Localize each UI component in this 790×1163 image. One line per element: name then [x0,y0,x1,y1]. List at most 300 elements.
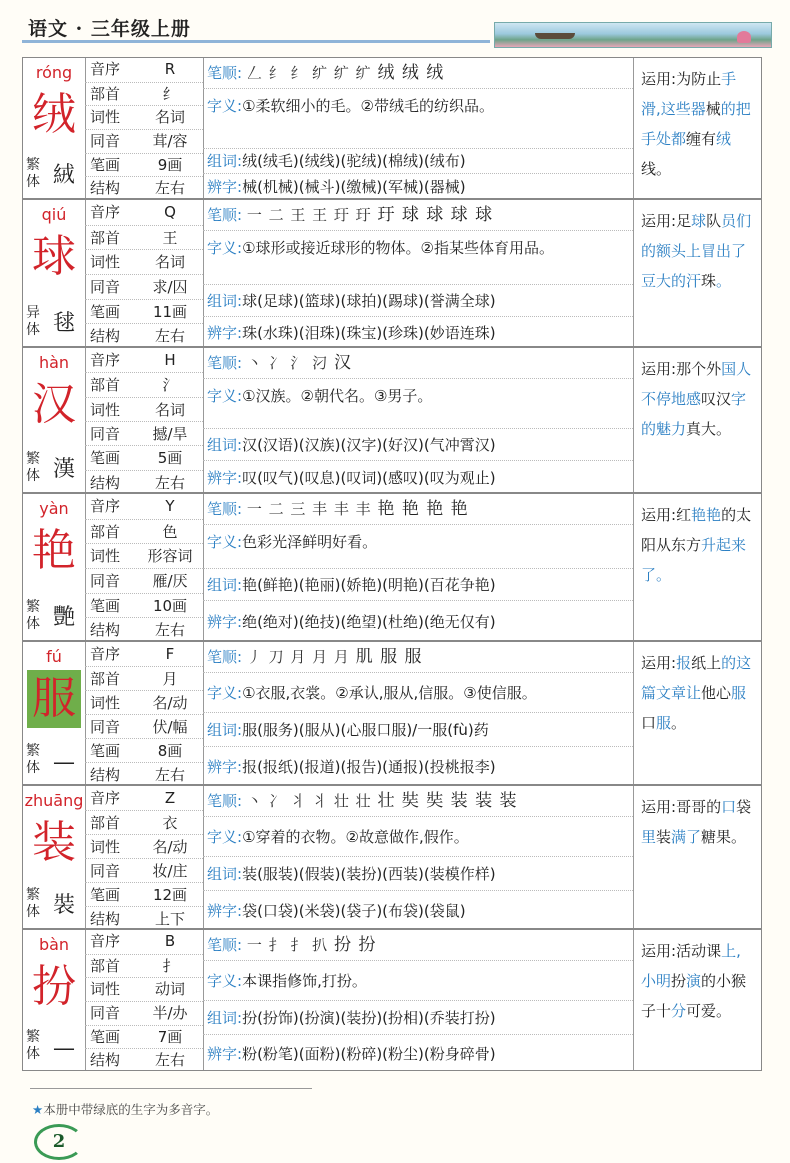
detail-column [203,200,634,346]
attribute-row [85,274,203,300]
stroke-sequence [247,936,377,954]
header-rule [22,40,490,43]
detail-column [203,348,634,492]
variant-label: 繁体 [26,451,40,484]
meaning-key: 字义: [207,684,243,702]
usage-text: 珠 [701,272,717,290]
stroke-final: 玗 球 球 球 球 [377,205,494,225]
attribute-value: 名/动 [152,694,188,712]
attribute-key: 音序 [90,789,121,807]
character-entry [22,929,762,1071]
header-landscape-image [494,22,772,48]
pinyin: bàn [38,935,70,954]
meaning-text: ①球形或接近球形的物体。②指某些体育用品。 [242,239,554,257]
stroke-order-row [203,930,633,960]
stroke-order-row [203,642,633,672]
attribute-row [85,494,203,519]
attribute-key: 结构 [90,473,121,492]
stroke-order-key: 笔顺: [207,936,243,954]
attribute-row [85,200,203,225]
meaning-text: ①柔软细小的毛。②带绒毛的纺织品。 [242,97,494,116]
attribute-value: 上下 [154,910,185,928]
words-text: 装(服装)(假装)(装扮)(西装)(装模作样) [242,865,496,883]
stroke-order-key: 笔顺: [207,792,243,810]
attribute-key: 词性 [90,838,121,856]
attribute-value: R [164,60,176,78]
attribute-key: 音序 [90,351,121,369]
usage-text: 活动课 [676,942,722,960]
attribute-row [85,810,203,835]
attribute-row [85,642,203,666]
usage-column [633,930,763,1070]
character-column [23,930,86,1070]
attribute-key: 笔画 [90,742,121,760]
attribute-row [85,714,203,739]
distinguish-key: 辨字: [207,613,243,631]
attribute-value: B [164,932,176,950]
meaning-text: ①衣服,衣裳。②承认,服从,信服。③使信服。 [242,684,537,702]
usage-text: 的太阳从东方 [641,506,752,554]
usage-text: 装 [656,828,672,846]
attribute-value: 7画 [157,1027,183,1046]
pinyin: fú [46,647,62,666]
attribute-row [85,617,203,643]
attribute-row [85,397,203,422]
character-column [23,642,86,784]
stroke-final: 肌 服 服 [355,647,423,667]
variant-label: 繁体 [26,887,40,920]
attribute-value: 名词 [154,400,185,419]
character-column [23,58,86,198]
words-row [203,568,633,600]
attribute-value: 王 [162,228,178,247]
character-entry [22,493,762,641]
words-key: 组词: [207,436,243,454]
attribute-value: 色 [162,522,178,541]
attribute-value: 5画 [157,449,183,468]
usage-key: 运用: [641,360,677,378]
variant-character: 艷 [52,605,75,630]
pinyin: róng [35,63,73,82]
attribute-value: Q [164,203,176,221]
distinguish-text: 粉(粉笔)(面粉)(粉碎)(粉尘)(粉身碎骨) [242,1045,496,1063]
meaning-text: 本课指修饰,打扮。 [242,972,367,990]
usage-text: 红 [676,506,692,524]
attribute-value: 求/囚 [152,278,188,296]
words-row [203,1000,633,1034]
attribute-column [85,58,204,198]
words-text: 扮(扮饰)(扮演)(装扮)(扮相)(乔装打扮) [242,1009,496,1027]
stroke-steps: 𠃋 纟 纟 纩 纩 纩 [246,64,372,82]
attribute-row [85,323,203,349]
attribute-key: 部首 [90,522,121,541]
distinguish-row [203,746,633,786]
distinguish-text: 珠(水珠)(泪珠)(珠宝)(珍珠)(妙语连珠) [242,324,496,342]
main-character: 服 [27,670,81,728]
attribute-value: 12画 [152,886,188,904]
attribute-key: 部首 [90,376,121,395]
attribute-value: 9画 [157,155,183,174]
attribute-value: 妆/庄 [152,862,188,880]
distinguish-text: 报(报纸)(报道)(报告)(通报)(投桃报李) [242,758,496,776]
attribute-key: 音序 [90,645,121,663]
stroke-order-key: 笔顺: [207,648,243,666]
variant-character: 絨 [52,163,75,188]
distinguish-row [203,316,633,348]
words-key: 组词: [207,576,243,594]
variant-character: — [53,750,75,775]
attribute-row [85,738,203,763]
distinguish-text: 械(机械)(械斗)(缴械)(军械)(器械) [242,178,466,197]
attribute-row [85,786,203,810]
usage-highlight: 演 [686,972,702,990]
attribute-key: 词性 [90,980,121,999]
distinguish-key: 辨字: [207,469,243,487]
variant-character: 漢 [52,457,75,482]
usage-text: 扮 [671,972,687,990]
words-row [203,856,633,890]
character-entry [22,199,762,347]
usage-column [633,58,763,198]
attribute-key: 词性 [90,108,121,127]
usage-highlight: 满了 [671,828,702,846]
usage-text: 口 [641,714,657,732]
attribute-key: 笔画 [90,886,121,904]
distinguish-text: 叹(叹气)(叹息)(叹词)(感叹)(叹为观止) [242,469,496,487]
usage-text: 械 [705,100,721,118]
meaning-key: 字义: [207,828,243,846]
stroke-order-row [203,494,633,524]
main-character: 绒 [32,89,76,140]
usage-column [633,200,763,346]
attribute-value: 左右 [154,179,185,198]
star-icon: ★ [32,1102,44,1117]
attribute-value: 名词 [154,253,185,272]
attribute-key: 部首 [90,670,121,688]
distinguish-key: 辨字: [207,1045,243,1063]
usage-key: 运用: [641,70,677,88]
usage-key: 运用: [641,942,677,960]
usage-key: 运用: [641,654,677,672]
page-number: 2 [34,1124,84,1160]
usage-highlight: 的这篇文章让 [641,654,752,702]
attribute-key: 音序 [90,932,121,950]
usage-highlight: 。 [716,272,732,290]
distinguish-key: 辨字: [207,902,243,920]
page-header [0,0,790,48]
usage-text: 纸上 [691,654,722,672]
footnote [32,1100,218,1118]
character-column [23,348,86,492]
attribute-value: 左右 [154,766,185,784]
attribute-value: 8画 [157,742,183,760]
usage-text: 队 [706,212,722,230]
attribute-key: 结构 [90,327,121,346]
attribute-key: 部首 [90,84,121,103]
attribute-row [85,470,203,495]
usage-highlight: 口 [721,798,737,816]
footnote-text: 本册中带绿底的生字为多音字。 [43,1102,219,1117]
variant-label: 繁体 [26,599,40,632]
pinyin: zhuāng [24,791,84,810]
attribute-value: F [165,645,175,663]
meaning-row [203,378,633,428]
stroke-final: 艳 艳 艳 艳 [377,499,469,519]
usage-highlight: 里 [641,828,657,846]
attribute-value: 左右 [154,621,185,640]
attribute-key: 笔画 [90,302,121,321]
detail-column [203,930,634,1070]
attribute-column [85,930,204,1070]
meaning-text: ①汉族。②朝代名。③男子。 [242,387,433,405]
usage-highlight: 员们的额头上冒出了豆大的汗 [641,212,752,290]
meaning-row [203,88,633,148]
pinyin: hàn [38,353,70,372]
main-character: 汉 [32,379,76,430]
usage-highlight: 服 [731,684,747,702]
usage-column [633,642,763,784]
words-row [203,148,633,174]
attribute-value: 伏/幅 [152,718,188,736]
attribute-key: 词性 [90,694,121,712]
words-text: 球(足球)(篮球)(球拍)(踢球)(誉满全球) [242,292,496,310]
attribute-key: 同音 [90,132,121,150]
usage-text: 那个外 [676,360,722,378]
attribute-row [85,762,203,787]
usage-highlight: 字的魅力 [641,390,747,438]
stroke-steps: 丿 刀 月 月 月 [246,648,350,666]
attribute-value: 茸/容 [152,132,188,150]
attribute-value: 形容词 [147,547,193,566]
attribute-key: 部首 [90,228,121,247]
attribute-key: 同音 [90,278,121,296]
boat-illustration [535,33,575,39]
stroke-final: 扮 扮 [333,935,377,955]
stroke-order-row [203,200,633,230]
attribute-value: 左右 [154,327,185,346]
usage-highlight: 绒 [716,130,732,148]
character-entry [22,57,762,199]
attribute-key: 笔画 [90,155,121,174]
words-key: 组词: [207,721,243,739]
meaning-key: 字义: [207,97,243,116]
meaning-text: ①穿着的衣物。②故意做作,假作。 [242,828,469,846]
attribute-key: 音序 [90,203,121,221]
attribute-row [85,348,203,372]
attribute-key: 笔画 [90,596,121,615]
character-column [23,494,86,640]
variant-character: 毬 [52,311,75,336]
words-key: 组词: [207,292,243,310]
usage-text: 为防止 [676,70,722,88]
attribute-key: 笔画 [90,1027,121,1046]
variant-label: 异体 [26,305,40,338]
meaning-key: 字义: [207,239,243,257]
distinguish-row [203,600,633,642]
character-column [23,200,86,346]
attribute-column [85,786,204,928]
usage-text: 袋 [736,798,752,816]
usage-key: 运用: [641,798,677,816]
usage-text: 缠有 [686,130,717,148]
stroke-order-row [203,348,633,378]
usage-highlight: 报 [676,654,692,672]
attribute-row [85,858,203,883]
words-row [203,712,633,746]
attribute-row [85,176,203,201]
distinguish-text: 袋(口袋)(米袋)(袋子)(布袋)(袋鼠) [242,902,466,920]
words-key: 组词: [207,865,243,883]
lotus-illustration [737,31,751,43]
detail-column [203,494,634,640]
attribute-row [85,225,203,251]
stroke-sequence [247,206,493,224]
attribute-key: 同音 [90,572,121,590]
attribute-row [85,1048,203,1073]
meaning-text: 色彩光泽鲜明好看。 [242,533,378,551]
usage-highlight: 手滑,这些器 [641,70,737,118]
usage-column [633,786,763,928]
usage-text: 他心 [701,684,732,702]
attribute-value: Y [165,497,175,515]
stroke-sequence [247,500,469,518]
attribute-value: 撼/旱 [152,425,188,443]
usage-text: 真大。 [686,420,732,438]
attribute-value: 名词 [154,108,185,127]
meaning-row [203,960,633,1000]
attribute-value: 氵 [162,376,178,395]
attribute-key: 词性 [90,253,121,272]
distinguish-row [203,1034,633,1072]
attribute-key: 部首 [90,956,121,975]
usage-highlight: 升起来了。 [641,536,747,584]
attribute-row [85,882,203,907]
pinyin: qiú [41,205,67,224]
attribute-value: 11画 [152,302,188,321]
attribute-row [85,58,203,82]
usage-text: 足 [676,212,692,230]
attribute-value: H [164,351,176,369]
distinguish-key: 辨字: [207,758,243,776]
usage-highlight: 球 [691,212,707,230]
character-column [23,786,86,928]
attribute-value: 动词 [154,980,185,999]
usage-key: 运用: [641,212,677,230]
usage-text: 叹汉 [701,390,732,408]
attribute-key: 结构 [90,621,121,640]
meaning-key: 字义: [207,387,243,405]
attribute-value: 纟 [162,84,178,103]
attribute-key: 同音 [90,425,121,443]
attribute-value: 衣 [162,814,178,832]
character-entry [22,641,762,785]
character-entry [22,785,762,929]
words-key: 组词: [207,1009,243,1027]
main-character: 球 [32,231,76,282]
usage-column [633,494,763,640]
words-text: 汉(汉语)(汉族)(汉字)(好汉)(气冲霄汉) [242,436,496,454]
attribute-key: 结构 [90,766,121,784]
stroke-steps: 丶 冫 丬 丬 壮 壮 [246,792,372,810]
detail-column [203,58,634,198]
main-character: 装 [32,817,76,868]
attribute-key: 词性 [90,400,121,419]
attribute-row [85,543,203,569]
attribute-row [85,977,203,1002]
attribute-row [85,930,203,954]
attribute-row [85,954,203,979]
usage-column [633,348,763,492]
usage-highlight: 国人不停地感 [641,360,752,408]
stroke-final: 绒 绒 绒 [377,63,445,83]
words-text: 服(服务)(服从)(心服口服)/一服(fù)药 [242,721,489,739]
variant-character: 裝 [52,893,75,918]
attribute-key: 同音 [90,1004,121,1022]
attribute-value: 雁/厌 [152,572,188,590]
distinguish-row [203,460,633,494]
variant-label: 繁体 [26,743,40,776]
attribute-row [85,1025,203,1050]
attribute-key: 笔画 [90,449,121,468]
attribute-key: 部首 [90,814,121,832]
stroke-order-key: 笔顺: [207,206,243,224]
usage-highlight: 服 [656,714,672,732]
main-character: 艳 [32,525,76,576]
attribute-row [85,153,203,178]
attribute-key: 结构 [90,1051,121,1070]
attribute-row [85,1001,203,1026]
usage-text: 哥哥的 [676,798,722,816]
stroke-final: 汉 [333,353,352,373]
stroke-sequence [247,64,444,82]
attribute-column [85,348,204,492]
distinguish-row [203,173,633,200]
attribute-key: 结构 [90,910,121,928]
attribute-row [85,129,203,154]
attribute-column [85,200,204,346]
attribute-value: 月 [162,670,178,688]
usage-highlight: 的把手处都 [641,100,751,148]
variant-character: — [53,1036,75,1061]
variant-label: 繁体 [26,1029,40,1062]
usage-text: 可爱。 [686,1002,732,1020]
character-entry [22,347,762,493]
usage-text: 。 [671,714,687,732]
attribute-value: 扌 [162,956,178,975]
stroke-sequence [247,354,352,372]
book-title: 语文 · 三年级上册 [28,18,191,40]
words-text: 艳(鲜艳)(艳丽)(娇艳)(明艳)(百花争艳) [242,576,496,594]
stroke-final: 壮 奘 奘 装 装 装 [377,791,518,811]
attribute-row [85,519,203,545]
meaning-row [203,524,633,568]
stroke-sequence [247,648,423,666]
attribute-key: 词性 [90,547,121,566]
attribute-value: 10画 [152,596,188,615]
meaning-row [203,816,633,856]
footnote-rule [30,1088,312,1089]
attribute-value: 左右 [154,1051,185,1070]
attribute-row [85,690,203,715]
usage-highlight: 上,小明 [641,942,741,990]
usage-text: 糖果。 [701,828,747,846]
attribute-column [85,494,204,640]
stroke-order-key: 笔顺: [207,500,243,518]
stroke-steps: 丶 冫 氵 汈 [246,354,329,372]
usage-highlight: 分 [671,1002,687,1020]
attribute-key: 结构 [90,179,121,198]
distinguish-key: 辨字: [207,178,243,197]
